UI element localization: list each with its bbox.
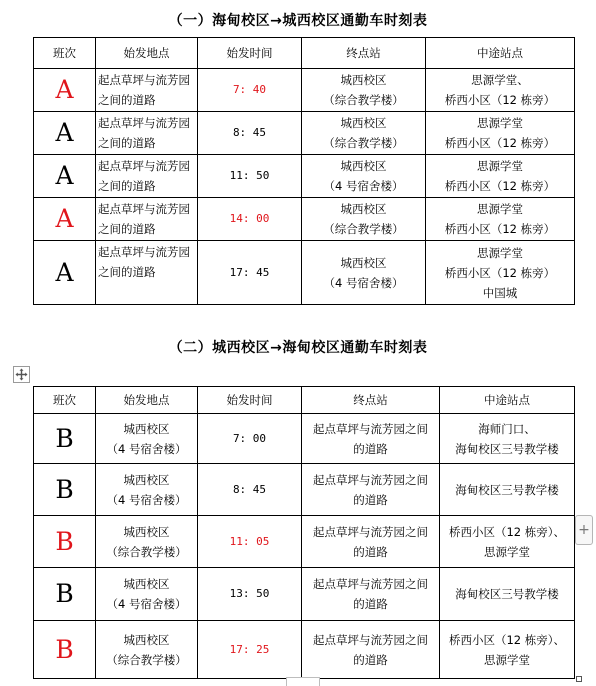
- stops-cell: [440, 464, 575, 516]
- terminal-line: 城西校区: [340, 202, 387, 216]
- header-origin: 始发地点: [96, 38, 198, 69]
- table-row: [34, 516, 575, 568]
- origin-line: 之间的道路: [98, 179, 156, 193]
- time-cell: 11: 50: [198, 155, 302, 198]
- terminal-line: 起点草坪与流芳园之间: [313, 472, 428, 487]
- table-header-row: [34, 387, 575, 414]
- table-header-row: [34, 38, 575, 69]
- origin-line: （综合教学楼）: [106, 544, 187, 559]
- class-cell: B: [34, 568, 96, 621]
- origin-line: 之间的道路: [98, 136, 156, 150]
- origin-cell: [96, 155, 198, 198]
- header-stops: 中途站点: [440, 387, 575, 414]
- terminal-cell: [302, 516, 440, 568]
- stops-line: 思源学堂、: [471, 73, 529, 87]
- stops-cell: [426, 155, 575, 198]
- stops-cell: [426, 112, 575, 155]
- class-cell: A: [34, 112, 96, 155]
- origin-cell: [96, 621, 198, 679]
- table-row: [34, 112, 575, 155]
- stops-line: 桥西小区（12 栋旁）、: [448, 524, 566, 539]
- terminal-line: 城西校区: [340, 116, 387, 130]
- stops-line: 思源学堂: [477, 159, 523, 173]
- origin-line: 起点草坪与流芳园: [98, 73, 190, 87]
- stops-cell: [440, 621, 575, 679]
- terminal-line: 城西校区: [340, 73, 387, 87]
- terminal-line: （综合教学楼）: [323, 93, 404, 107]
- move-arrows-icon: [15, 368, 28, 381]
- terminal-line: 起点草坪与流芳园之间: [313, 421, 428, 436]
- stops-line: 桥西小区（12 栋旁）: [444, 136, 556, 150]
- stops-line: 海甸校区三号教学楼: [455, 441, 559, 456]
- stops-line: 桥西小区（12 栋旁）: [444, 222, 556, 236]
- origin-cell: [96, 69, 198, 112]
- stops-cell: [426, 241, 575, 305]
- origin-line: 城西校区: [123, 472, 170, 487]
- table-row: [34, 464, 575, 516]
- time-cell: 11: 05: [198, 516, 302, 568]
- terminal-line: 的道路: [353, 441, 388, 456]
- terminal-line: （综合教学楼）: [323, 222, 404, 236]
- origin-line: （4 号宿舍楼）: [106, 597, 187, 611]
- header-terminal: 终点站: [302, 387, 440, 414]
- stops-cell: [440, 568, 575, 621]
- time-cell: 8: 45: [198, 464, 302, 516]
- stops-cell: [426, 198, 575, 241]
- add-column-button[interactable]: [575, 515, 593, 545]
- stops-line: 思源学堂: [484, 544, 530, 559]
- header-class: 班次: [34, 38, 96, 69]
- schedule-table-haidian-to-chengxi: [33, 37, 575, 305]
- table-row: [34, 621, 575, 679]
- terminal-cell: [302, 621, 440, 679]
- terminal-line: （4 号宿舍楼）: [323, 179, 404, 193]
- class-cell: A: [34, 155, 96, 198]
- class-cell: A: [34, 69, 96, 112]
- class-cell: B: [34, 516, 96, 568]
- table-corner-resize-handle[interactable]: [576, 676, 582, 682]
- terminal-line: 的道路: [353, 652, 388, 667]
- origin-line: 之间的道路: [98, 222, 156, 236]
- terminal-cell: [302, 198, 426, 241]
- table-row: [34, 198, 575, 241]
- header-time: 始发时间: [198, 387, 302, 414]
- origin-cell: [96, 198, 198, 241]
- terminal-cell: [302, 155, 426, 198]
- origin-cell: [96, 464, 198, 516]
- origin-line: 城西校区: [123, 524, 170, 539]
- time-cell: 7: 00: [198, 414, 302, 464]
- stops-line: 桥西小区（12 栋旁）: [444, 93, 556, 107]
- header-class: 班次: [34, 387, 96, 414]
- stops-line: 中国城: [482, 285, 518, 300]
- class-cell: B: [34, 464, 96, 516]
- origin-line: 之间的道路: [98, 265, 156, 279]
- origin-line: 之间的道路: [98, 93, 156, 107]
- origin-line: （4 号宿舍楼）: [106, 441, 187, 456]
- terminal-line: （综合教学楼）: [323, 136, 404, 150]
- class-cell: B: [34, 621, 96, 679]
- terminal-line: 的道路: [353, 597, 388, 611]
- origin-cell: [96, 414, 198, 464]
- terminal-line: 起点草坪与流芳园之间: [313, 577, 428, 591]
- origin-line: 起点草坪与流芳园: [98, 116, 190, 130]
- stops-line: 海甸校区三号教学楼: [455, 482, 559, 497]
- stops-line: 思源学堂: [477, 116, 523, 130]
- origin-line: 城西校区: [123, 632, 170, 647]
- table-resize-handle[interactable]: [286, 677, 320, 686]
- origin-cell: [96, 568, 198, 621]
- stops-line: 思源学堂: [477, 245, 523, 260]
- time-cell: 14: 00: [198, 198, 302, 241]
- section2-title: （二）城西校区→海甸校区通勤车时刻表: [168, 340, 428, 356]
- stops-line: 桥西小区（12 栋旁）: [444, 179, 556, 193]
- terminal-cell: [302, 241, 426, 305]
- terminal-cell: [302, 112, 426, 155]
- terminal-cell: [302, 568, 440, 621]
- terminal-line: 的道路: [353, 544, 388, 559]
- table-row: [34, 568, 575, 621]
- stops-line: 桥西小区（12 栋旁）、: [448, 632, 566, 647]
- time-cell: 13: 50: [198, 568, 302, 621]
- schedule-table-chengxi-to-haidian: [33, 386, 575, 679]
- header-terminal: 终点站: [302, 38, 426, 69]
- header-time: 始发时间: [198, 38, 302, 69]
- origin-line: 起点草坪与流芳园: [98, 202, 190, 216]
- time-cell: 7: 40: [198, 69, 302, 112]
- origin-cell: [96, 241, 198, 305]
- stops-line: 海师门口、: [478, 421, 536, 436]
- table-row: [34, 69, 575, 112]
- header-origin: 始发地点: [96, 387, 198, 414]
- stops-line: 桥西小区（12 栋旁）: [444, 265, 556, 280]
- table-row: [34, 155, 575, 198]
- terminal-cell: [302, 464, 440, 516]
- time-cell: 8: 45: [198, 112, 302, 155]
- stops-line: 思源学堂: [484, 652, 530, 667]
- terminal-cell: [302, 69, 426, 112]
- terminal-line: 城西校区: [340, 159, 387, 173]
- origin-line: 城西校区: [123, 421, 170, 436]
- origin-line: （4 号宿舍楼）: [106, 492, 187, 507]
- terminal-line: 起点草坪与流芳园之间: [313, 524, 428, 539]
- stops-line: 海甸校区三号教学楼: [455, 587, 559, 601]
- stops-cell: [440, 414, 575, 464]
- terminal-line: （4 号宿舍楼）: [323, 275, 404, 290]
- time-cell: 17: 45: [198, 241, 302, 305]
- origin-cell: [96, 516, 198, 568]
- terminal-line: 的道路: [353, 492, 388, 507]
- origin-line: 起点草坪与流芳园: [98, 159, 190, 173]
- table-row: [34, 414, 575, 464]
- terminal-cell: [302, 414, 440, 464]
- terminal-line: 城西校区: [340, 255, 387, 270]
- section1-title: （一）海甸校区→城西校区通勤车时刻表: [168, 13, 428, 29]
- stops-cell: [426, 69, 575, 112]
- stops-cell: [440, 516, 575, 568]
- time-cell: 17: 25: [198, 621, 302, 679]
- table-move-handle[interactable]: [13, 366, 30, 383]
- class-cell: A: [34, 198, 96, 241]
- origin-line: （综合教学楼）: [106, 652, 187, 667]
- stops-line: 思源学堂: [477, 202, 523, 216]
- origin-line: 城西校区: [123, 577, 170, 591]
- plus-icon: +: [578, 522, 590, 538]
- class-cell: A: [34, 241, 96, 305]
- terminal-line: 起点草坪与流芳园之间: [313, 632, 428, 647]
- table-row: [34, 241, 575, 305]
- origin-line: 起点草坪与流芳园: [98, 245, 190, 259]
- origin-cell: [96, 112, 198, 155]
- header-stops: 中途站点: [426, 38, 575, 69]
- class-cell: B: [34, 414, 96, 464]
